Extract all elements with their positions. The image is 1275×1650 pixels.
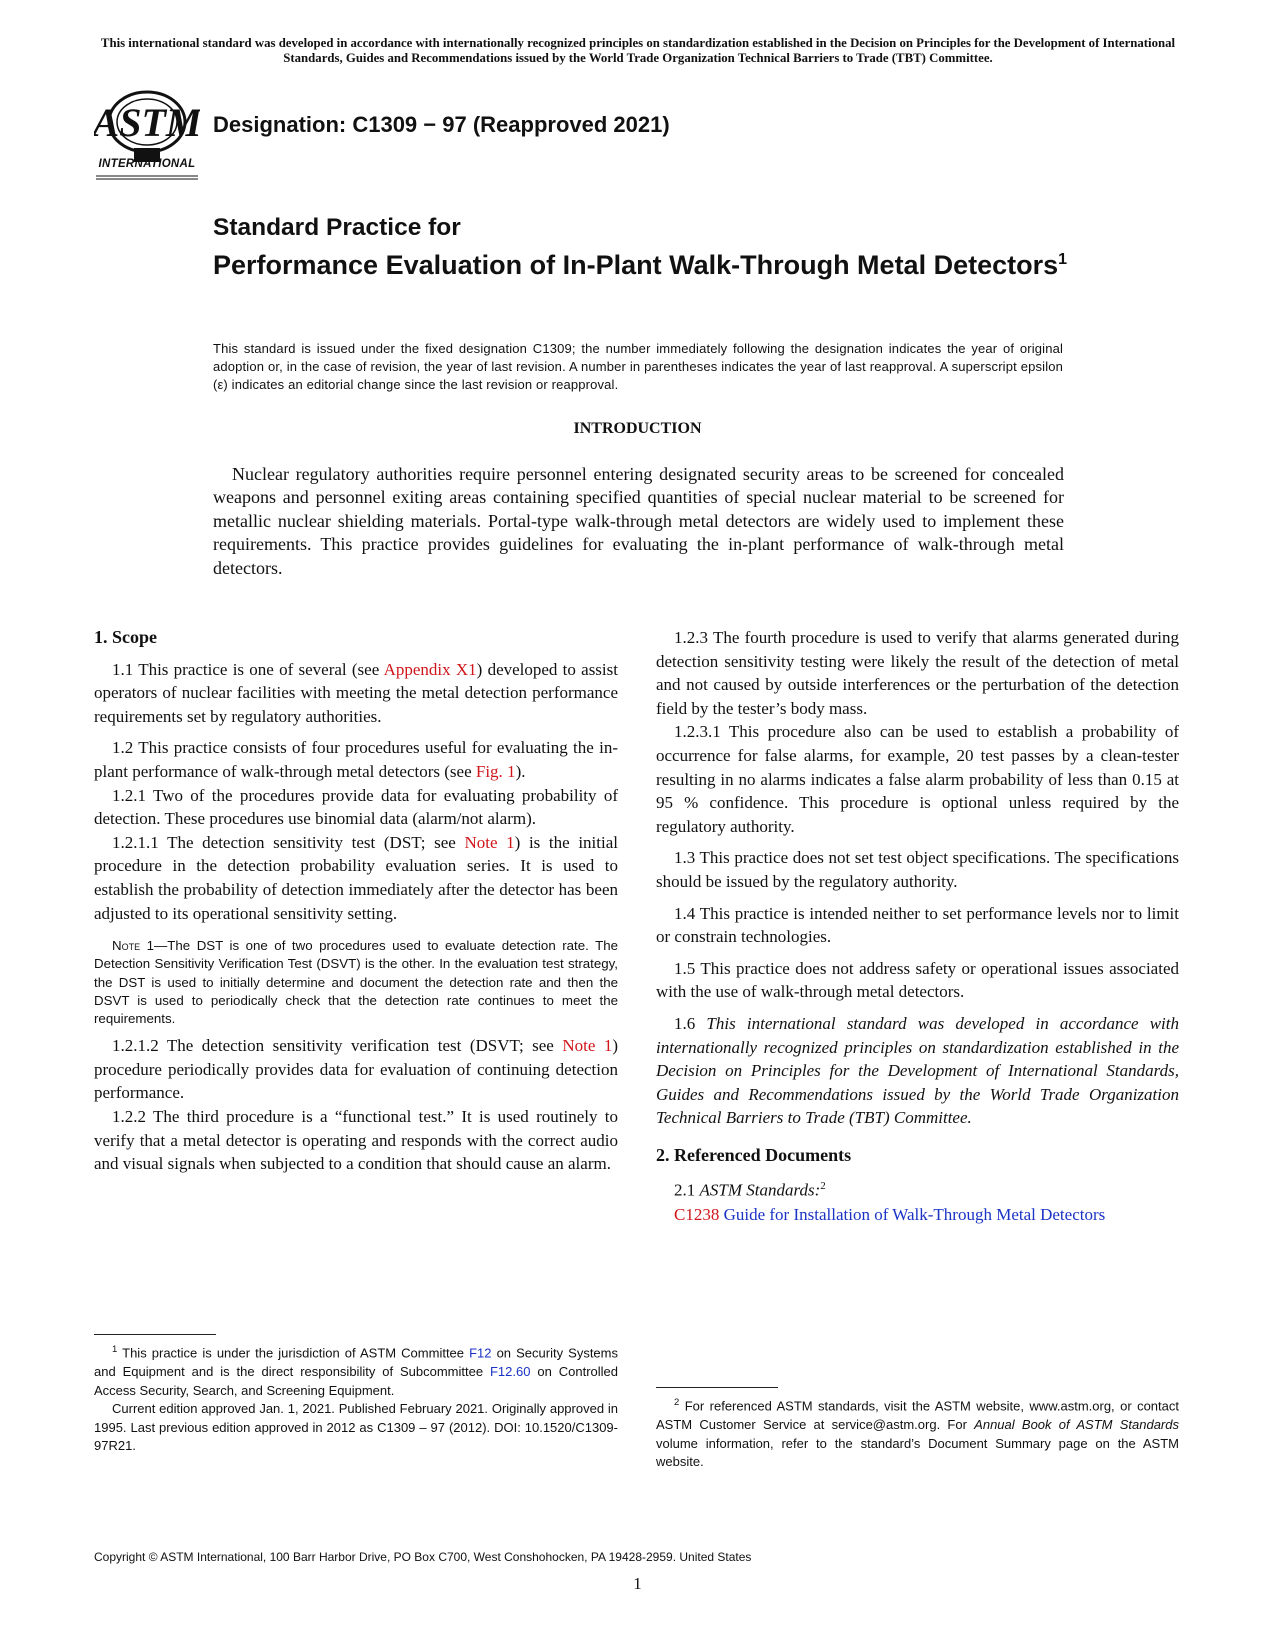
footnote-2-book-title: Annual Book of ASTM Standards bbox=[974, 1416, 1179, 1432]
reference-code[interactable]: C1238 bbox=[674, 1204, 720, 1224]
committee-f12-link[interactable]: F12 bbox=[469, 1345, 492, 1361]
referenced-documents-list bbox=[656, 1175, 1179, 1226]
designation: Designation: C1309 − 97 (Reapproved 2021) bbox=[213, 112, 670, 137]
section-1-2-1-2-text-a: 1.2.1.2 The detection sensitivity verification test (DSVT; see bbox=[112, 1036, 563, 1056]
footnote-1 bbox=[94, 1341, 618, 1400]
section-1-2 bbox=[94, 736, 618, 783]
title-line-1: Standard Practice for bbox=[213, 214, 461, 241]
document-title bbox=[213, 212, 1113, 282]
footnote-1-text-b: on Security Systems and Equipment and is the direct responsibility of Subcommittee bbox=[94, 1345, 618, 1379]
svg-text:ASTM: ASTM bbox=[94, 100, 200, 145]
footnote-2-mark: 2 bbox=[674, 1397, 680, 1408]
section-1-1 bbox=[94, 658, 618, 729]
section-1-6-number: 1.6 bbox=[674, 1013, 707, 1033]
note-1 bbox=[94, 937, 618, 1028]
issue-note: This standard is issued under the fixed designation C1309; the number immediately following the designation indicates the year of original adoption or, in the case of revision, the year of last revision. A number in parentheses indicates the year of last reapproval. A superscript epsilon (ε) indicates an editorial change since the last revision or reapproval. bbox=[213, 341, 1063, 392]
section-1-5: 1.5 This practice does not address safety or operational issues associated with the use of walk-through metal detectors. bbox=[656, 958, 1179, 1002]
footnote-divider-right bbox=[656, 1387, 778, 1388]
note-1-link[interactable]: Note 1 bbox=[464, 832, 515, 852]
title-line-2 bbox=[213, 243, 1113, 282]
astm-standards-label: ASTM Standards: bbox=[699, 1181, 821, 1201]
section-1-6-text: This international standard was developed in accordance with internationally recognized principles on standardization established in the Decision on Principles for the Development of International Standards, Guides and Recommendations issued by the World Trade Organization Technical Barriers to Trade (TBT) Committee. bbox=[656, 1013, 1179, 1128]
section-1-2-1-1 bbox=[94, 831, 618, 925]
note-1-text: 1—The DST is one of two procedures used to evaluate detection rate. The Detection Sensitivity Verification Test (DSVT) is the other. In the evaluation test strategy, the DST is used to initially determine and document the detection rate and then the DSVT is used to periodically check that the detection rate continues to meet the requirements. bbox=[94, 938, 618, 1026]
note-1-label: Note bbox=[112, 938, 141, 954]
note-1-link[interactable]: Note 1 bbox=[562, 1036, 613, 1056]
introduction-heading: INTRODUCTION bbox=[573, 420, 702, 437]
logo-text: INTERNATIONAL bbox=[98, 158, 196, 170]
fig-1-link[interactable]: Fig. 1 bbox=[475, 761, 516, 781]
section-1-2-2: 1.2.2 The third procedure is a “functional test.” It is used routinely to verify that a metal detector is operating and responds with the correct audio and visual signals when subjected to a condition that should cause an alarm. bbox=[94, 1106, 618, 1174]
title-text: Performance Evaluation of In-Plant Walk-Through Metal Detectors bbox=[213, 250, 1059, 280]
section-1-2-1-1-text-b: ) is the initial procedure in the detection probability evaluation series. It is used to establish the probability of detection immediately after the detector has been adjusted to its operational sensitivity setting. bbox=[94, 832, 618, 923]
introduction-text bbox=[213, 463, 1064, 580]
section-1-1-text-a: 1.1 This practice is one of several (see bbox=[112, 659, 384, 679]
footnote-1-text-c: on Controlled Access Security, Search, and Screening Equipment. bbox=[94, 1363, 618, 1398]
section-1-6 bbox=[656, 1012, 1179, 1130]
left-column bbox=[94, 626, 618, 1176]
footnote-1-mark: 1 bbox=[112, 1344, 118, 1355]
section-1-2-1: 1.2.1 Two of the procedures provide data for evaluating probability of detection. These procedures use binomial data (alarm/not alarm). bbox=[94, 785, 618, 829]
footnote-divider-left bbox=[94, 1334, 216, 1335]
reference-c1238[interactable] bbox=[674, 1203, 1179, 1227]
international-standard-notice: This international standard was developed in accordance with internationally recognized principles on standardization established in the Decision on Principles for the Development of International Standards, Guides and Recommendations issued by the World Trade Organization Technical Barriers to Trade (TBT) Committee. bbox=[100, 36, 1176, 65]
section-1-1-text-b: ) developed to assist operators of nuclear facilities with meeting the metal detection performance requirements set by regulatory authorities. bbox=[94, 659, 618, 726]
astm-standards-number: 2.1 bbox=[674, 1181, 700, 1201]
footnote-1-edition: Current edition approved Jan. 1, 2021. Published February 2021. Originally approved in 1995. Last previous edition approved in 2012 as C1309 – 97 (2012). DOI: 10.1520/C1309-97R21. bbox=[94, 1401, 618, 1454]
section-1-2-1-2 bbox=[94, 1034, 618, 1105]
footnote-2-text-b: volume information, refer to the standard’s Document Summary page on the ASTM website. bbox=[656, 1435, 1179, 1470]
section-1-2-text-a: 1.2 This practice consists of four procedures useful for evaluating the in-plant performance of walk-through metal detectors (see bbox=[94, 738, 618, 781]
right-column bbox=[656, 626, 1179, 1226]
section-1-2-3: 1.2.3 The fourth procedure is used to verify that alarms generated during detection sensitivity testing were likely the result of the detection of metal and not caused by outside interferences or the perturbation of the detection field by the tester’s body mass. bbox=[656, 628, 1179, 718]
footnote-2-text-a: For referenced ASTM standards, visit the ASTM website, www.astm.org, or contact ASTM Customer Service at service@astm.org. For bbox=[656, 1398, 1179, 1432]
referenced-documents-heading: 2. Referenced Documents bbox=[656, 1144, 852, 1165]
scope-heading: 1. Scope bbox=[94, 627, 157, 647]
copyright-notice: Copyright © ASTM International, 100 Barr Harbor Drive, PO Box C700, West Conshohocken, PA 19428-2959. United States bbox=[94, 1550, 752, 1564]
footnote-1-text-a: This practice is under the jurisdiction of ASTM Committee bbox=[117, 1345, 470, 1361]
section-1-2-1-1-text-a: 1.2.1.1 The detection sensitivity test (DST; see bbox=[112, 832, 465, 852]
section-1-2-3-1: 1.2.3.1 This procedure also can be used to establish a probability of occurrence for false alarms, for example, 20 test passes by a clean-tester resulting in no alarms indicates a false alarm probability of less than 0.15 at 95 % confidence. This procedure is optional unless required by the regulatory authority. bbox=[656, 722, 1179, 836]
introduction-paragraph: Nuclear regulatory authorities require personnel entering designated security areas to be screened for concealed weapons and personnel exiting areas containing specified quantities of special nuclear material to be screened for metallic nuclear shielding materials. Portal-type walk-through metal detectors are widely used to implement these requirements. This practice provides guidelines for evaluating the in-plant performance of walk-through metal detectors. bbox=[213, 464, 1064, 578]
section-1-2-text-b: ). bbox=[515, 761, 526, 781]
section-1-2-1-2-text-b: ) procedure periodically provides data for evaluation of continuing detection performance. bbox=[94, 1036, 618, 1103]
section-1-3: 1.3 This practice does not set test object specifications. The specifications should be issued by the regulatory authority. bbox=[656, 848, 1179, 891]
reference-title[interactable]: Guide for Installation of Walk-Through Metal Detectors bbox=[719, 1204, 1106, 1224]
footnotes-left bbox=[94, 1341, 618, 1456]
astm-standards-footnote-mark: 2 bbox=[820, 1180, 826, 1193]
astm-logo bbox=[94, 86, 200, 182]
section-1-4: 1.4 This practice is intended neither to set performance levels nor to limit or constrain technologies. bbox=[656, 903, 1179, 947]
footnotes-right bbox=[656, 1394, 1179, 1472]
page-number: 1 bbox=[633, 1574, 642, 1593]
footnote-2 bbox=[656, 1394, 1179, 1472]
subcommittee-f12-60-link[interactable]: F12.60 bbox=[489, 1363, 531, 1379]
appendix-x1-link[interactable]: Appendix X1 bbox=[383, 659, 477, 679]
title-footnote-mark: 1 bbox=[1058, 251, 1068, 268]
astm-standards-subheading bbox=[674, 1175, 1179, 1202]
